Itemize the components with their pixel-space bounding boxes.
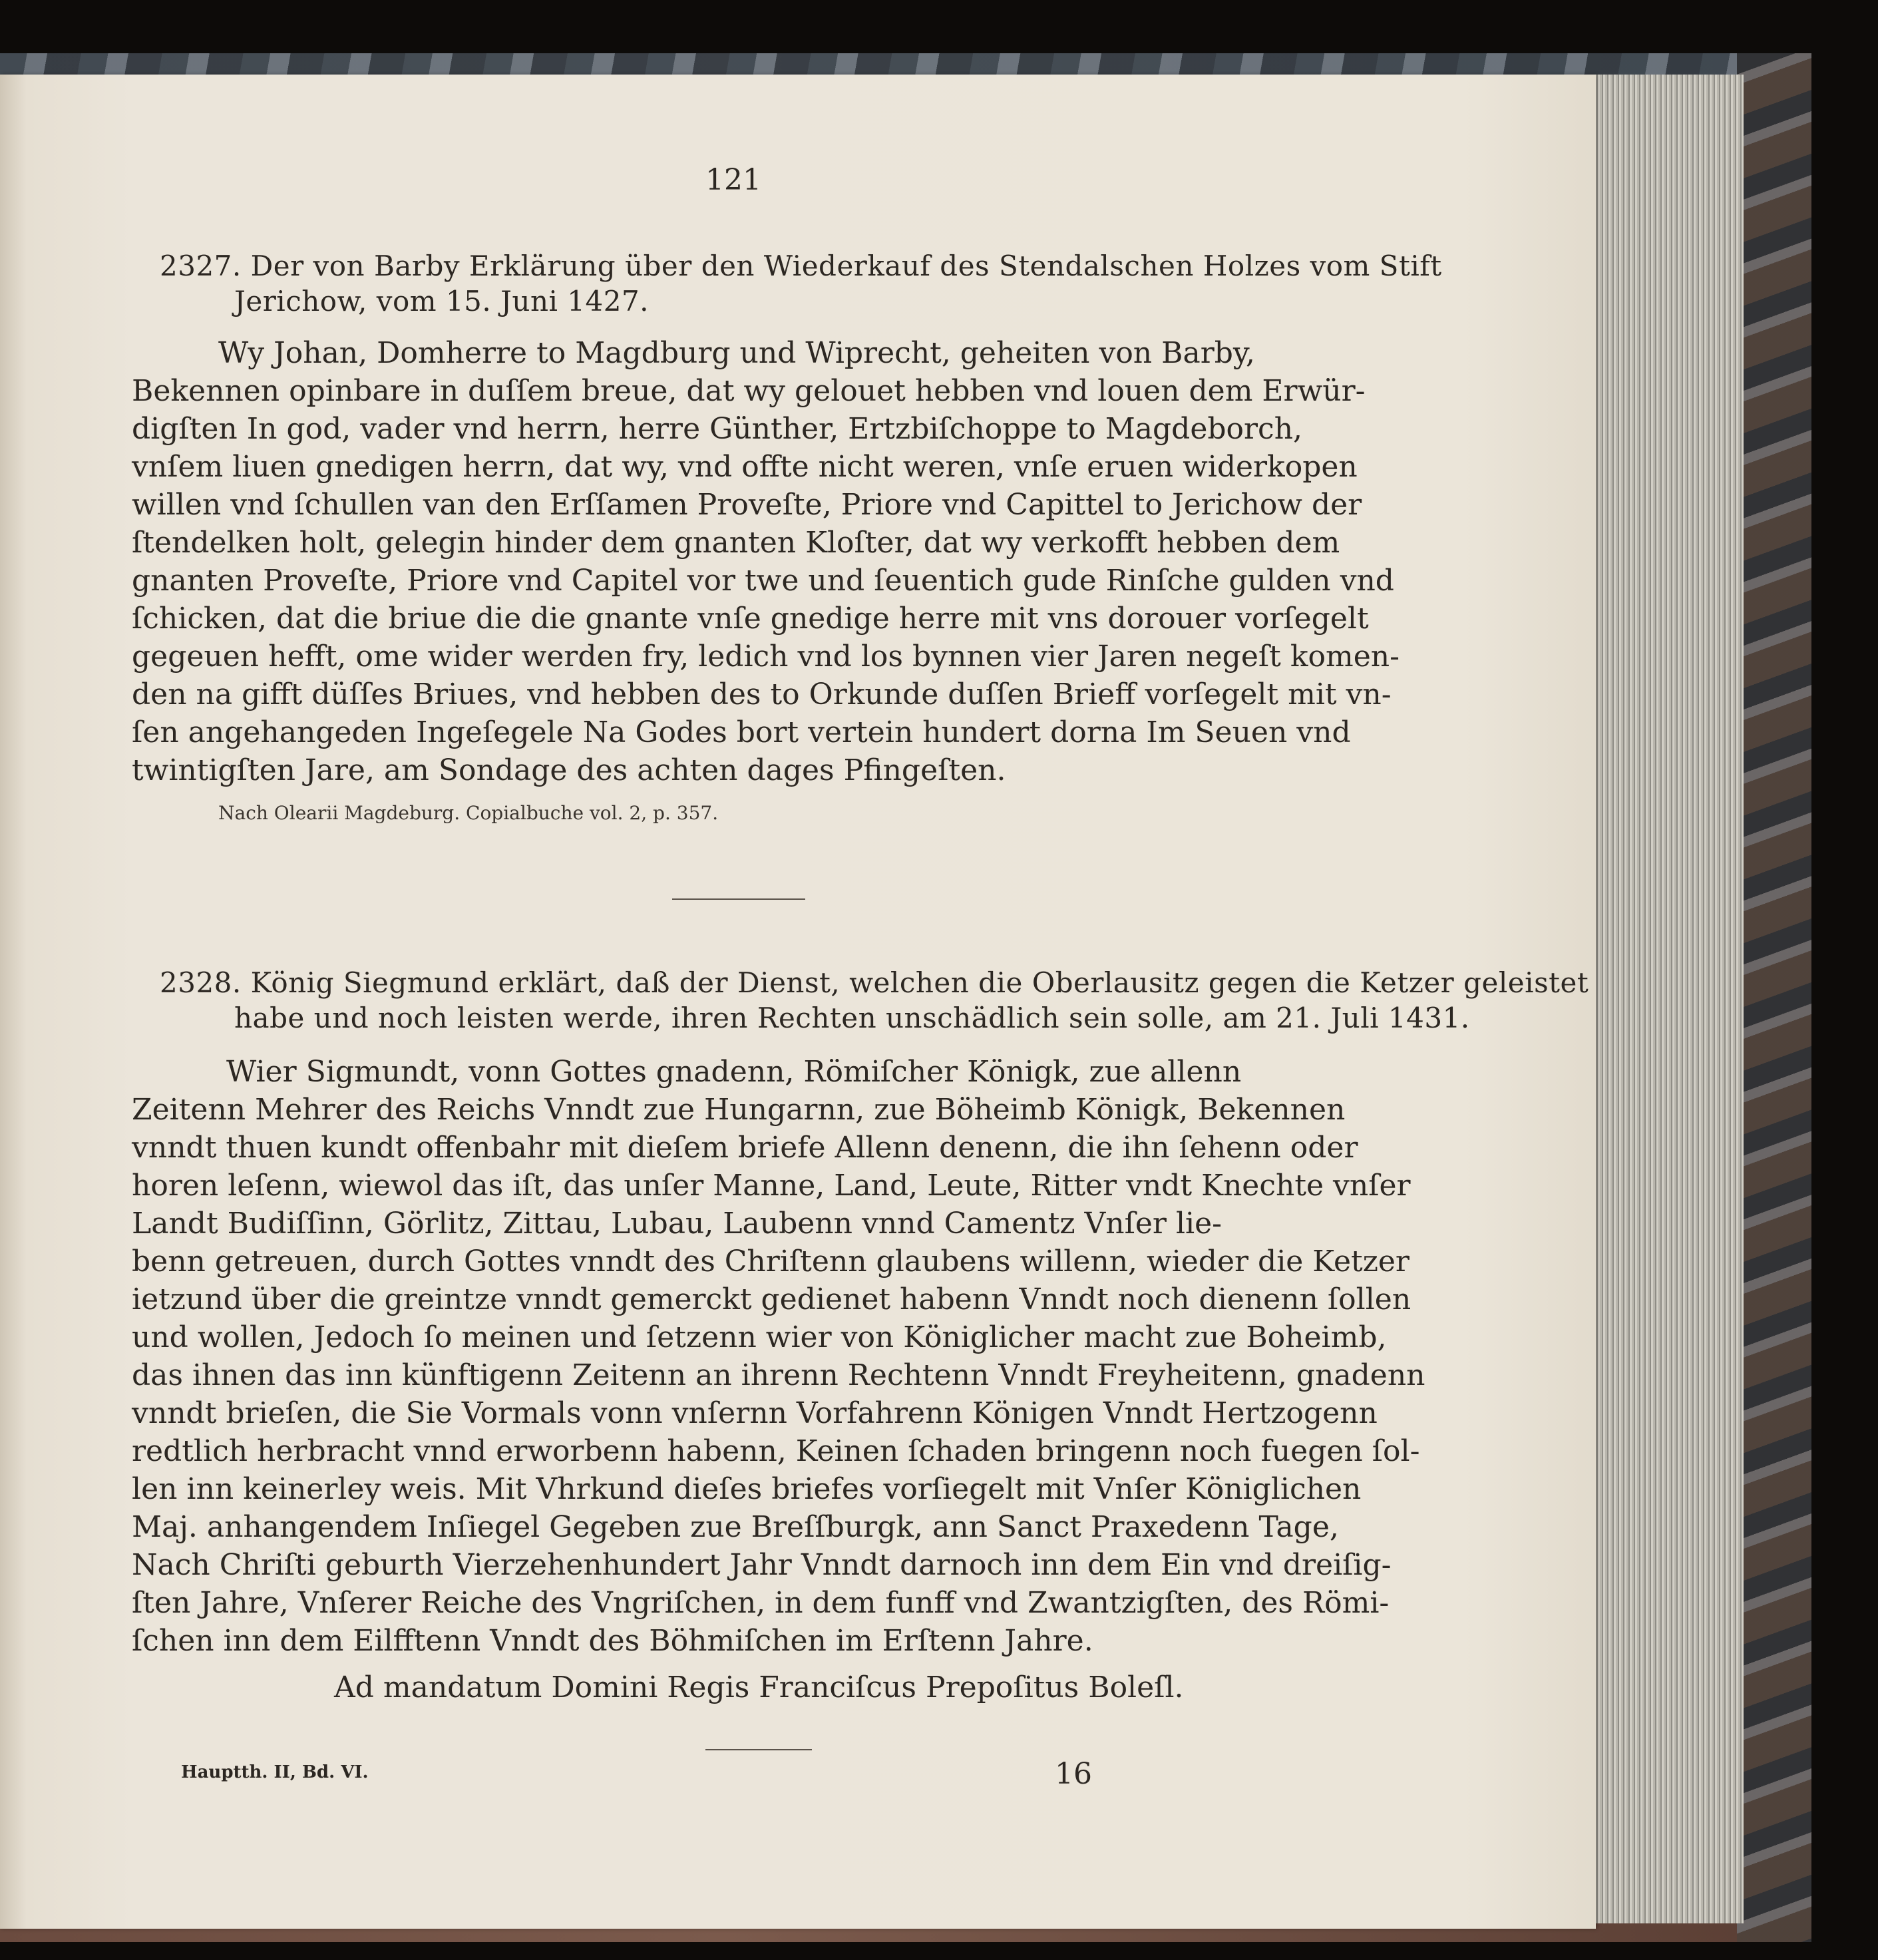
entry-2327-source-note: Nach Olearii Magdeburg. Copialbuche vol. 2, p. 357. — [218, 802, 719, 824]
entry-2328-body-line: vnndt thuen kundt offenbahr mit dieſem briefe Allenn denenn, die ihn ſehenn oder — [132, 1131, 1358, 1165]
entry-2327-body-line: ſchicken, dat die briue die die gnante vnſe gnedige herre mit vns dorouer vorſegelt — [132, 602, 1369, 636]
cover-top-edge — [0, 53, 1811, 76]
entry-2327-body-line: ſen angehangeden Ingeſegele Na Godes bort vertein hundert dorna Im Seuen vnd — [132, 715, 1351, 749]
page-edges — [1584, 75, 1744, 1923]
entry-2328-body-line: Zeitenn Mehrer des Reichs Vnndt zue Hungarnn, zue Böheimb Königk, Bekennen — [132, 1093, 1346, 1127]
entry-2327-body-line: digſten In god, vader vnd herrn, herre Günther, Ertzbiſchoppe to Magdeborch, — [132, 412, 1303, 446]
entry-2327-heading-line-2: Jerichow, vom 15. Juni 1427. — [234, 285, 650, 317]
entry-2327-body-line: den na gifft düſſes Briues, vnd hebben des to Orkunde duſſen Brieff vorſegelt mit vn- — [132, 678, 1392, 711]
entry-2327-body-line: twintigſten Jare, am Sondage des achten dages Pfingeſten. — [132, 753, 1006, 787]
entry-2328-body-line: und wollen, Jedoch ſo meinen und ſetzenn wier von Königlicher macht zue Boheimb, — [132, 1320, 1387, 1354]
entry-2328-heading-line-2: habe und noch leisten werde, ihren Rechten unschädlich sein solle, am 21. Juli 1431. — [234, 1002, 1470, 1034]
entry-2328-body-line: Maj. anhangendem Inſiegel Gegeben zue Breſſburgk, ann Sanct Praxedenn Tage, — [132, 1510, 1339, 1544]
entry-2328-body-line: Nach Chriſti geburth Vierzehenhundert Jahr Vnndt darnoch inn dem Ein vnd dreiſig- — [132, 1548, 1392, 1582]
entry-2327-body-line: gnanten Proveſte, Priore vnd Capitel vor twe und ſeuentich gude Rinſche gulden vnd — [132, 564, 1394, 598]
entry-2327-body-line: ſtendelken holt, gelegin hinder dem gnanten Kloſter, dat wy verkofft hebben dem — [132, 526, 1340, 560]
page-number: 121 — [705, 163, 761, 197]
entry-2327-body-line: Bekennen opinbare in duſſem breue, dat wy gelouet hebben vnd louen dem Erwür- — [132, 374, 1366, 408]
entry-2328-body-line: redtlich herbracht vnnd erworbenn habenn, Keinen ſchaden bringenn noch fuegen ſol- — [132, 1434, 1420, 1468]
entry-2327-body-line: vnſem liuen gnedigen herrn, dat wy, vnd offte nicht weren, vnſe eruen widerkopen — [132, 450, 1358, 484]
entry-2328-body-line: ſten Jahre, Vnſerer Reiche des Vngriſchen, in dem funff vnd Zwantzigſten, des Römi- — [132, 1586, 1390, 1620]
entry-2328-body-line: Wier Sigmundt, vonn Gottes gnadenn, Römiſcher Königk, zue allenn — [226, 1055, 1242, 1089]
entry-2328-body-line: horen leſenn, wiewol das iſt, das unſer Manne, Land, Leute, Ritter vndt Knechte vnſer — [132, 1169, 1411, 1203]
entry-2328-body-line: benn getreuen, durch Gottes vnndt des Chriſtenn glaubens willenn, wieder die Ketzer — [132, 1245, 1409, 1278]
entry-2328-heading-line-1: 2328. König Siegmund erklärt, daß der Dienst, welchen die Oberlausitz gegen die Ketzer geleistet — [160, 966, 1589, 999]
entry-2327-heading-line-1: 2327. Der von Barby Erklärung über den Wiederkauf des Stendalschen Holzes vom Stift — [160, 250, 1442, 282]
section-divider — [672, 898, 805, 900]
footer-divider — [705, 1749, 812, 1750]
footer-sheet-number: 16 — [1055, 1757, 1092, 1791]
entry-2327-body-line: willen vnd ſchullen van den Erſſamen Proveſte, Priore vnd Capittel to Jerichow der — [132, 488, 1362, 522]
entry-2327-body-line: Wy Johan, Domherre to Magdburg und Wiprecht, geheiten von Barby, — [218, 336, 1255, 370]
entry-2328-closing: Ad mandatum Domini Regis Franciſcus Prepoſitus Boleſl. — [334, 1670, 1184, 1704]
entry-2328-body-line: ietzund über die greintze vnndt gemerckt gedienet habenn Vnndt noch dienenn ſollen — [132, 1282, 1411, 1316]
entry-2327-body-line: gegeuen hefft, ome wider werden fry, ledich vnd los bynnen vier Jaren negeſt komen- — [132, 640, 1400, 674]
entry-2328-body-line: vnndt brieſen, die Sie Vormals vonn vnſernn Vorfahrenn Königen Vnndt Hertzogenn — [132, 1396, 1378, 1430]
entry-2328-body-line: ſchen inn dem Eilfftenn Vnndt des Böhmiſchen im Erſtenn Jahre. — [132, 1624, 1093, 1658]
entry-2328-body-line: Landt Budiſſinn, Görlitz, Zittau, Lubau, Laubenn vnnd Camentz Vnſer lie- — [132, 1207, 1222, 1241]
entry-2328-body-line: len inn keinerley weis. Mit Vhrkund dieſes briefes vorſiegelt mit Vnſer Königlichen — [132, 1472, 1362, 1506]
entry-2328-body-line: das ihnen das inn künftigenn Zeitenn an ihrenn Rechtenn Vnndt Freyheitenn, gnadenn — [132, 1358, 1425, 1392]
footer-signature: Hauptth. II, Bd. VI. — [181, 1762, 369, 1782]
marbled-cover — [1737, 53, 1811, 1942]
